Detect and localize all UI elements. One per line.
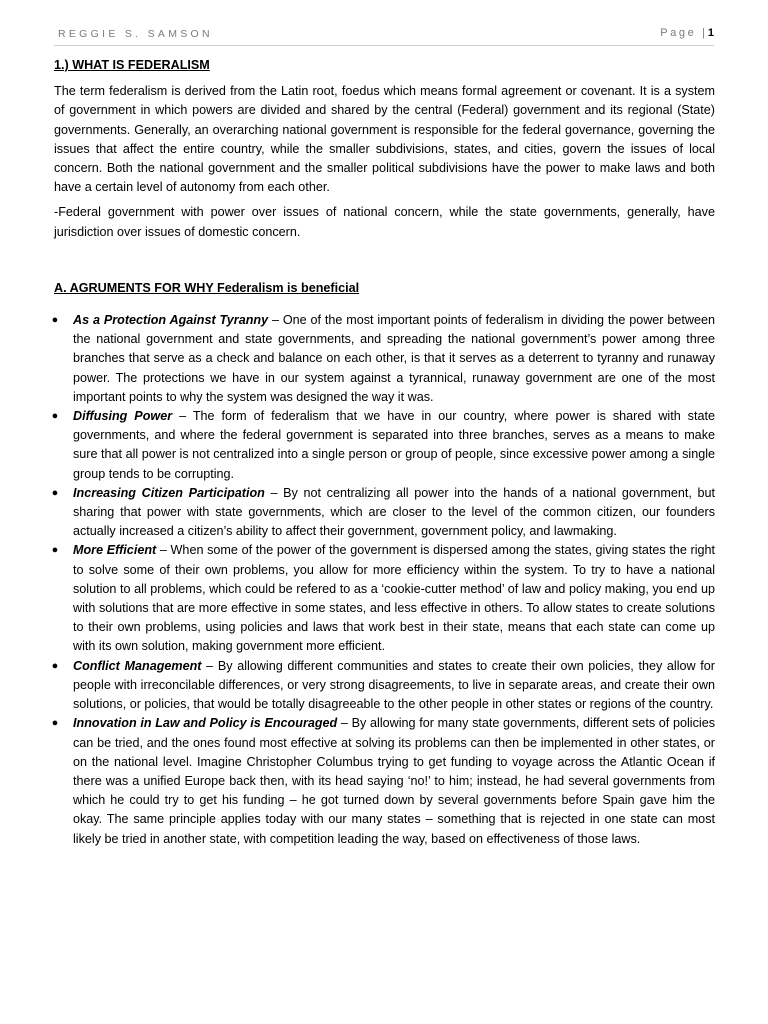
- header-author: REGGIE S. SAMSON: [58, 28, 213, 40]
- paragraph-definition: The term federalism is derived from the Latin root, foedus which means formal agreement or covenant. It is a system of government in which powers are divided and shared by the central (Federal) government and its regional (State) governments. Generally, an overarching national government is responsible for the federal governance, governing the issues that affect the entire country, while the smaller subdivisions, states, and cities, govern the issues of local concern. Both the national government and the smaller political subdivisions have the power to make laws and both have a certain level of autonomy from each other.: [54, 84, 715, 195]
- list-item-term: More Efficient: [73, 543, 157, 558]
- list-item-text: – By not centralizing all power into the hands of a national government, but sharing that power with state governments, which are closer to the level of the common citizen, our founders actually increased a citizen’s ability to affect their government, government policy, and lawmaking.: [73, 485, 715, 539]
- list-item: [51, 407, 715, 484]
- bullet-icon: ●: [51, 659, 59, 672]
- list-item: [51, 484, 715, 542]
- bullet-icon: ●: [51, 486, 59, 499]
- arguments-list: [51, 311, 715, 849]
- list-item: [51, 714, 715, 848]
- header-page-number: [660, 27, 714, 39]
- list-item-text: – One of the most important points of federalism in dividing the power between the national government and state governments, and spreading the national government’s power among three branches that serve as a check and balance on each other, is that it serves as a deterrent to tyranny and runaway power. The protections we have in our system against a tyrannical, runaway government are one of the most important points to why the system was designed the way it was.: [73, 313, 715, 404]
- header-page-separator: |: [702, 27, 705, 39]
- section-heading-arguments: A. AGRUMENTS FOR WHY Federalism is beneficial: [54, 280, 360, 295]
- bullet-icon: ●: [51, 717, 59, 730]
- list-item-text: – By allowing for many state governments, different sets of policies can be tried, and the ones found most effective at solving its problems can then be implemented in other states, or on the national level. Imagine Christopher Columbus trying to get funding to voyage across the Atlantic Ocean if there was a unified Europe back then, with its head saying ‘no!’ to him; instead, he had several governments from which he could try to get his funding – he got turned down by several governments before Spain gave him the okay. The same principle applies today with our many states – something that is rejected in one state can most likely be tried in another state, with competition leading the way, based on effectiveness of those laws.: [73, 716, 715, 846]
- list-item-term: Conflict Management: [73, 658, 202, 673]
- list-item-text: – The form of federalism that we have in our country, where power is shared with state governments, and where the federal government is separated into three branches, serves as a means to make sure that all power is not centralized into a single person or group of people, since excessive power among a single group tends to be corrupting.: [73, 409, 715, 481]
- list-item-text: – By allowing different communities and states to create their own policies, they allow for people with irreconcilable differences, or very strong disagreements, to live in separate areas, and create their own solutions, or policies, that would be totally disagreeable to the other people in other states or regions of the country.: [73, 658, 715, 712]
- list-item-term: Increasing Citizen Participation: [73, 485, 265, 500]
- bullet-icon: ●: [51, 544, 59, 557]
- list-item-term: As a Protection Against Tyranny: [73, 313, 269, 328]
- header-page-label: Page: [660, 27, 697, 39]
- header-page-digit: 1: [707, 27, 714, 39]
- list-item: [51, 311, 715, 407]
- bullet-icon: ●: [51, 410, 59, 423]
- section-heading-what-is-federalism: 1.) WHAT IS FEDERALISM: [54, 58, 210, 72]
- list-item: [51, 657, 715, 715]
- list-item-term: Innovation in Law and Policy is Encouraged: [73, 716, 338, 731]
- list-item-text: – When some of the power of the government is dispersed among the states, giving states the right to solve some of their own problems, you allow for more efficiency within the system. To try to have a national solution to all problems, which could be refered to as a ‘cookie-cutter method’ of law and policy making, you end up with solutions that are more effective in some states, and less effective in others. To allow states to create solutions to their own problems, using policies and laws that work best in their state, means that each state can come up with its own solution, making government more efficient.: [73, 543, 715, 654]
- document-body: [51, 56, 715, 849]
- paragraph-summary: -Federal government with power over issues of national concern, while the state governments, generally, have jurisdiction over issues of domestic concern.: [54, 205, 715, 239]
- bullet-icon: ●: [51, 314, 59, 327]
- page-header: [54, 27, 714, 46]
- list-item-term: Diffusing Power: [73, 409, 173, 424]
- list-item: [51, 541, 715, 656]
